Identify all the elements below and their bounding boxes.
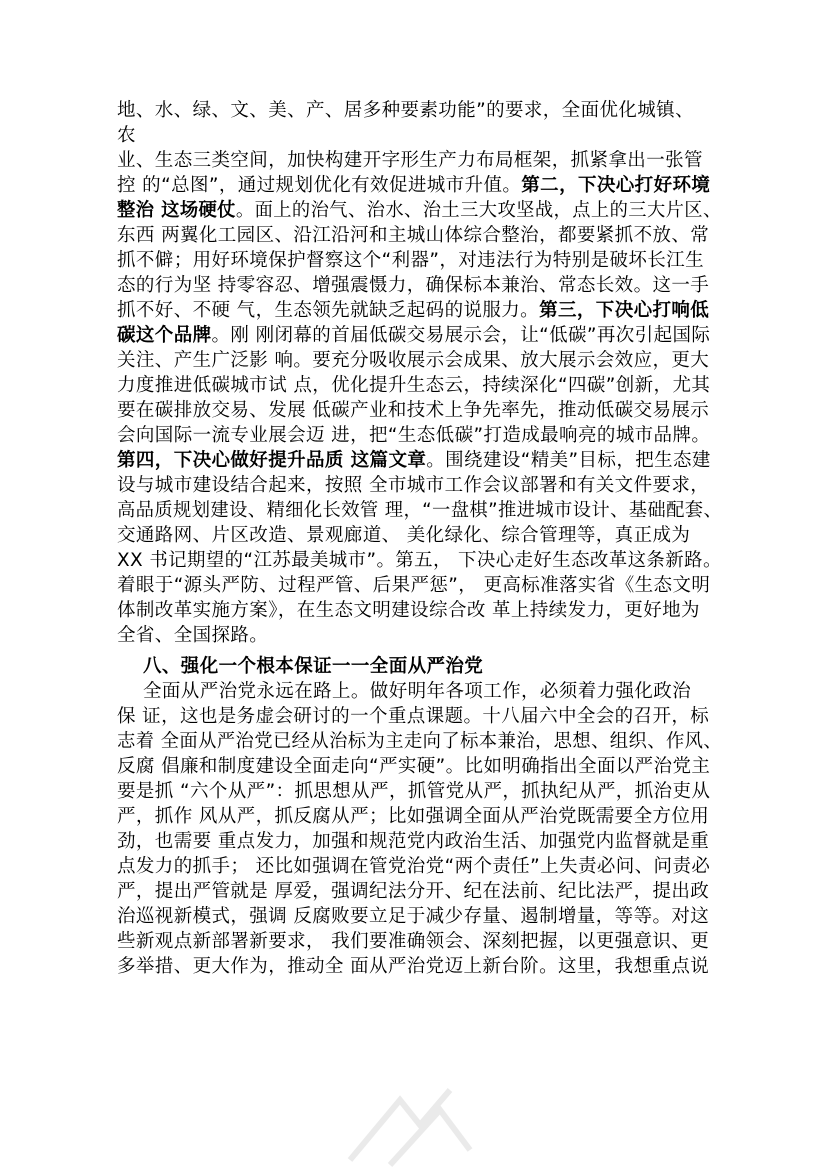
text-line [117, 855, 710, 879]
text-span: 全面从严治党永远在路上。做好明年各项工作，必须着力强化政治 [143, 681, 692, 702]
text-line [117, 624, 268, 648]
text-span: 。围绕建设“精美”目标，把生态建 [426, 450, 711, 471]
text-span: 抓不僻；用好环境保护督察这个“利器”，对违法行为特别是破坏长江生 [117, 250, 704, 271]
text-span: 会向国际一流专业展会迈 进，把“生态低碳”打造成最响亮的城市品牌。 [117, 425, 711, 446]
text-line [117, 249, 704, 273]
text-line [117, 124, 136, 148]
text-span: 要是抓 “六个从严”：抓思想从严，抓管党从严，抓执纪从严，抓治吏从 [117, 781, 711, 802]
text-line [117, 299, 709, 323]
text-line [117, 424, 710, 448]
text-span: 。刚 刚闭幕的首届低碳交易展示会，让“低碳”再次引起国际 [211, 325, 711, 346]
text-span: 高品质规划建设、精细化长效管 理，“一盘棋”推进城市设计、基础配套、 [117, 500, 723, 521]
text-span: 反腐 倡廉和制度建设全面走向“严实硬”。比如明确指出全面以严治党主 [117, 756, 711, 777]
text-line [117, 374, 710, 398]
text-span: 体制改革实施方案》，在生态文明建设综合改 革上持续发力，更好地为 [117, 600, 700, 621]
text-span: 交通路网、片区改造、景观廊道、 美化绿化、综合管理等，真正成为 [117, 525, 691, 546]
bold-text: 碳这个品牌 [117, 325, 212, 346]
text-span: 要在碳排放交易、发展 低碳产业和技术上争先率先，推动低碳交易展示 [117, 400, 710, 421]
text-span: 严，抓作 风从严，抓反腐从严；比如强调全面从严治党既需要全方位用 [117, 806, 710, 827]
text-span: 抓不好、不硬 气，生态领先就缺乏起码的说服力。 [117, 300, 540, 321]
text-span: 关注、产生广泛影 响。要充分吸收展示会成果、放大展示会效应，更大 [117, 350, 710, 371]
text-line [117, 174, 710, 198]
text-line [117, 99, 694, 123]
bold-text: 第四，下决心做好提升品质 这篇文章 [117, 450, 427, 471]
text-line [117, 880, 709, 904]
bold-text: 整治 这场硬仗 [117, 200, 236, 221]
text-line [117, 830, 709, 854]
text-span: 全省、全国探路。 [117, 625, 269, 646]
text-line [117, 730, 722, 754]
text-line [117, 549, 722, 573]
text-span: 治巡视新模式，强调 反腐败要立足于减少存量、遏制增量，等等。对这 [117, 906, 710, 927]
text-line [117, 524, 690, 548]
text-span: 着眼于“源头严防、过程严管、后果严惩”， 更高标准落实省《生态文明 [117, 575, 711, 596]
text-span: 东西 两翼化工园区、沿江沿河和主城山体综合整治，都要紧抓不放、常 [117, 225, 710, 246]
bold-text: 八、强化一个根本保证一一全面从严治党 [143, 656, 484, 677]
text-line [117, 805, 709, 829]
text-span: 设与城市建设结合起来，按照 全市城市工作会议部署和有关文件要求， [117, 475, 710, 496]
text-span: 些新观点新部署新要求， 我们要准确领会、深刻把握，以更强意识、更 [117, 931, 710, 952]
text-line [117, 780, 710, 804]
text-line [117, 474, 709, 498]
text-span: 农 [117, 125, 136, 146]
text-line [117, 199, 722, 223]
text-span: 力度推进低碳城市试 点，优化提升生态云，持续深化“四碳”创新，尤其 [117, 375, 711, 396]
text-span: 点发力的抓手； 还比如强调在管党治党“两个责任”上失责必问、问责必 [117, 856, 711, 877]
text-line [117, 599, 700, 623]
text-span: 志着 全面从严治党已经从治标为主走向了标本兼治，思想、组织、作风、 [117, 731, 723, 752]
text-span: 保 证，这也是务虚会研讨的一个重点课题。十八届六中全会的召开，标 [117, 706, 710, 727]
text-span: 。面上的治气、治水、治土三大攻坚战，点上的三大片区、 [235, 200, 722, 221]
bold-text: 第二，下决心打好环境 [521, 175, 711, 196]
text-line [117, 324, 710, 348]
text-span: 劲，也需要 重点发力，加强和规范党内政治生活、加强党内监督就是重 [117, 831, 710, 852]
text-line [117, 574, 710, 598]
text-line [117, 149, 703, 173]
text-span: 严，提出严管就是 厚爱，强调纪法分开、纪在法前、纪比法严，提出政 [117, 881, 710, 902]
text-line [117, 755, 710, 779]
text-line [117, 349, 709, 373]
text-span: 态的行为坚 持零容忍、增强震慑力，确保标本兼治、常态长效。这一手 [117, 275, 710, 296]
text-line [117, 499, 722, 523]
text-line [117, 224, 709, 248]
text-line [117, 905, 709, 929]
text-line [117, 449, 711, 473]
text-line [117, 274, 709, 298]
text-span: 地、水、绿、文、美、产、居多种要素功能”的要求，全面优化城镇、 [117, 100, 694, 121]
text-span: 业、生态三类空间，加快构建开字形生产力布局框架，抓紧拿出一张管 [117, 150, 703, 171]
bold-text: 第三，下决心打响低 [539, 300, 710, 321]
section-heading [143, 655, 483, 679]
text-span: 控 的“总图”，通过规划优化有效促进城市升值。 [117, 175, 522, 196]
watermark-logo [330, 1080, 490, 1170]
text-line [117, 955, 709, 979]
text-line [117, 705, 709, 729]
text-line [143, 680, 691, 704]
text-span: XX 书记期望的“江苏最美城市”。第五， 下决心走好生态改革这条新路。 [117, 550, 722, 571]
text-span: 多举措、更大作为，推动全 面从严治党迈上新台阶。这里，我想重点说 [117, 956, 710, 977]
text-line [117, 399, 709, 423]
text-line [117, 930, 709, 954]
